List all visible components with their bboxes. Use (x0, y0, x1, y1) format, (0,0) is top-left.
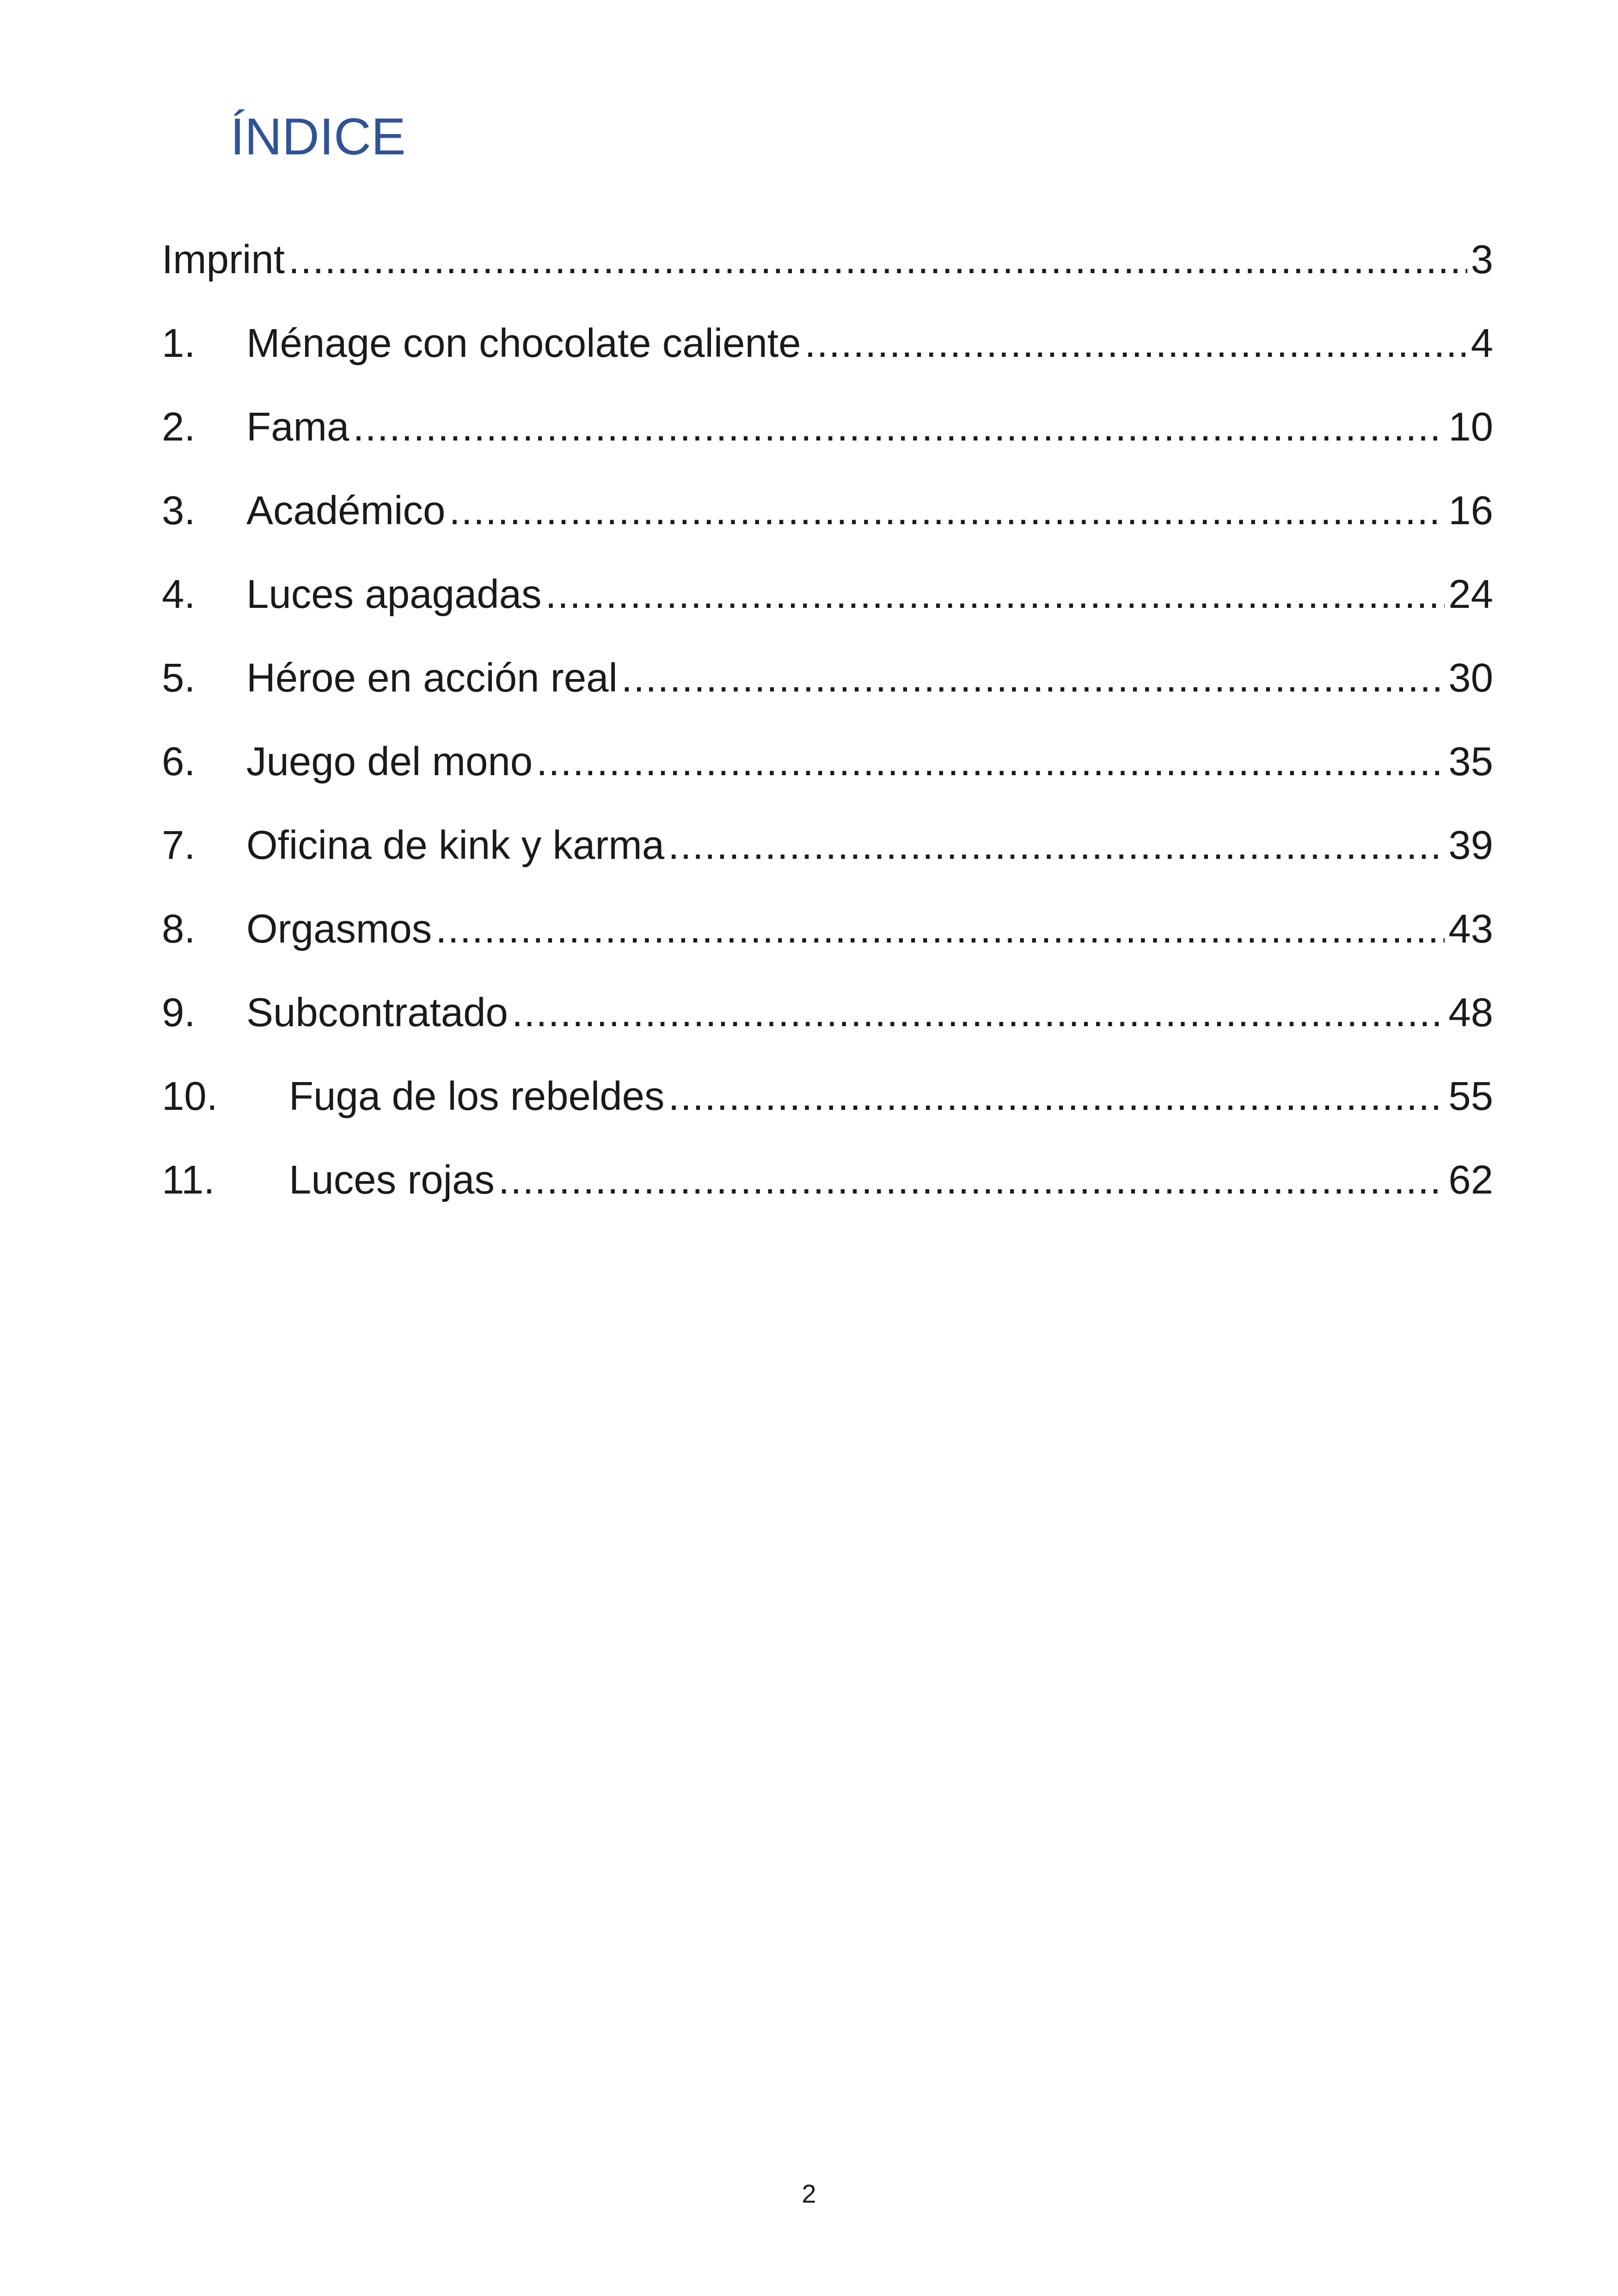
toc-entry-number: 5. (162, 655, 196, 700)
toc-entry-page: 55 (1448, 1074, 1493, 1119)
toc-entry-page: 62 (1448, 1157, 1493, 1202)
toc-entry-number: 2. (162, 404, 196, 449)
toc-entry-page: 3 (1471, 237, 1493, 282)
toc-entry-title: Ménage con chocolate caliente (246, 321, 801, 366)
toc-entry-chapter-7[interactable] (162, 821, 1493, 905)
toc-entry-number: 9. (162, 990, 196, 1035)
toc-entry-number: 6. (162, 739, 196, 784)
toc-entry-page: 35 (1448, 739, 1493, 784)
toc-entry-title: Oficina de kink y karma (246, 823, 665, 868)
toc-entry-chapter-8[interactable] (162, 905, 1493, 989)
toc-entry-chapter-2[interactable] (162, 403, 1493, 487)
toc-dot-leader (353, 403, 1445, 451)
toc-entry-page: 16 (1448, 488, 1493, 533)
toc-dot-leader (288, 236, 1467, 284)
toc-entry-chapter-11[interactable] (162, 1156, 1493, 1240)
toc-entry-chapter-1[interactable] (162, 319, 1493, 403)
toc-dot-leader (536, 738, 1445, 786)
toc-dot-leader (668, 821, 1445, 869)
toc-entry-title: Luces rojas (289, 1157, 495, 1202)
toc-entry-chapter-4[interactable] (162, 570, 1493, 654)
toc-entry-number: 7. (162, 823, 196, 868)
toc-entry-page: 10 (1448, 404, 1493, 449)
toc-entry-title: Fuga de los rebeldes (289, 1074, 665, 1119)
toc-dot-leader (498, 1156, 1445, 1204)
toc-entry-number: 1. (162, 321, 196, 366)
toc-entry-page: 39 (1448, 823, 1493, 868)
toc-entry-chapter-5[interactable] (162, 654, 1493, 738)
page-number: 2 (802, 2179, 816, 2208)
toc-entry-number: 10. (162, 1074, 218, 1119)
toc-entry-title: Héroe en acción real (246, 655, 618, 700)
toc-entry-chapter-9[interactable] (162, 989, 1493, 1072)
toc-entry-number: 4. (162, 572, 196, 617)
toc-entry-title: Juego del mono (246, 739, 533, 784)
toc-entry-title: Luces apagadas (246, 572, 542, 617)
toc-entry-chapter-10[interactable] (162, 1072, 1493, 1156)
toc-entry-chapter-6[interactable] (162, 738, 1493, 821)
toc-dot-leader (668, 1072, 1445, 1120)
toc-entry-imprint[interactable] (162, 236, 1493, 319)
toc-entry-page: 48 (1448, 990, 1493, 1035)
toc-entry-page: 24 (1448, 572, 1493, 617)
table-of-contents (162, 236, 1493, 1240)
toc-dot-leader (621, 654, 1445, 702)
toc-entry-title: Orgasmos (246, 906, 432, 951)
toc-entry-page: 30 (1448, 655, 1493, 700)
toc-dot-leader (804, 319, 1467, 367)
toc-entry-number: 8. (162, 906, 196, 951)
toc-entry-title: Académico (246, 488, 446, 533)
toc-entry-title: Fama (246, 404, 349, 449)
toc-dot-leader (545, 570, 1445, 618)
toc-entry-title: Imprint (162, 237, 285, 282)
toc-dot-leader (449, 487, 1445, 535)
toc-dot-leader (435, 905, 1445, 953)
toc-entry-number: 11. (162, 1157, 215, 1202)
toc-entry-number: 3. (162, 488, 196, 533)
toc-entry-page: 43 (1448, 906, 1493, 951)
toc-entry-title: Subcontratado (246, 990, 508, 1035)
toc-dot-leader (512, 989, 1445, 1037)
toc-entry-chapter-3[interactable] (162, 487, 1493, 570)
toc-entry-page: 4 (1471, 321, 1493, 366)
toc-heading: ÍNDICE (230, 108, 406, 165)
